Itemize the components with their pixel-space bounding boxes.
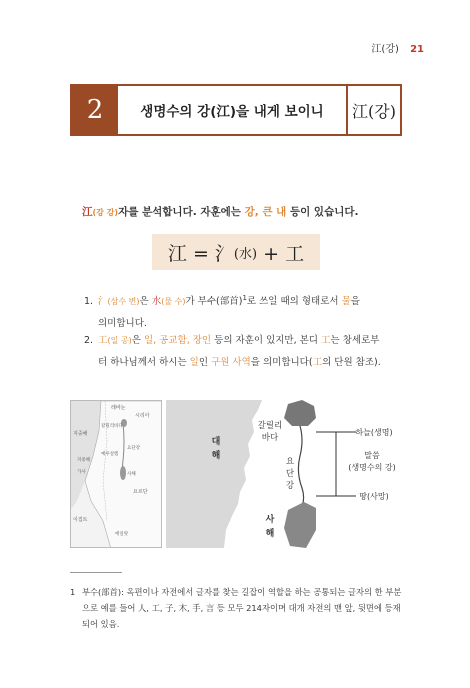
item-number: 2. [84, 335, 94, 346]
running-header [371, 40, 424, 55]
map-label: 레바논 [111, 405, 126, 411]
galilee-label: 갈릴리 [257, 421, 283, 431]
map-label: 이집트 [73, 517, 88, 523]
map-svg [71, 401, 162, 548]
salvation-work: 구원 사역 [211, 357, 251, 368]
jordan-label: 단 [285, 469, 295, 479]
page-number: 21 [410, 44, 424, 55]
dead-sea-shape [284, 502, 316, 548]
word-label: 말씀 [364, 451, 380, 460]
running-title: 江(강) [371, 44, 399, 55]
dead-sea-label: 사 [265, 515, 275, 525]
water-meaning: 물 [341, 296, 351, 308]
formula-left: 江 = [167, 242, 215, 265]
map-dead-sea [120, 466, 126, 480]
item-number: 1. [84, 296, 94, 308]
item-text: 는 창세로부 [330, 335, 380, 346]
item-text: 인 [198, 357, 212, 368]
galilee-shape [284, 400, 316, 426]
gong-char: 工 [98, 335, 108, 346]
footnote-number: 1 [70, 587, 76, 597]
heaven-label: 하늘(생명) [355, 428, 393, 437]
item-text: 로 쓰일 때의 형태로서 [246, 296, 342, 308]
chapter-title: 생명수의 강(江)을 내게 보이니 [140, 104, 324, 120]
gong-char-3: 工 [312, 357, 323, 368]
footnote-text: 부수(部首): 옥편이나 자전에서 글자를 찾는 길잡이 역할을 하는 공통되는 글자의 한 부분으로 예를 들어 人, 工, 子, 木, 手, 言 등 모두 214자이며 대개 자전의 맨 앞, 뒷면에 등재되어 있음. [82, 587, 402, 629]
water-char: 水 [151, 296, 162, 308]
map-label: 사해 [127, 472, 136, 477]
intro-meaning: 강, 큰 내 [244, 206, 287, 218]
map-label: 요단강 [127, 446, 141, 451]
map-label: 갈릴리바다 [101, 424, 123, 429]
intro-hanja-reading: (강 강) [92, 208, 119, 217]
word-label: (생명수의 강) [348, 463, 396, 472]
map-label: 에일랏 [115, 532, 129, 537]
jordan-river-line [298, 426, 303, 510]
gong-meanings: 일, 공교함, 장인 [143, 335, 212, 346]
intro-hanja: 江 [82, 206, 93, 218]
intro-sentence [82, 204, 359, 219]
chapter-number: 2 [72, 86, 118, 134]
chapter-title-bar [70, 84, 402, 136]
river-diagram [166, 400, 402, 548]
radical-reading: (삼수 변) [107, 297, 140, 307]
map-label: 예루살렘 [101, 452, 119, 457]
item-text: 을 [350, 296, 360, 308]
great-sea-label: 대 [211, 437, 221, 447]
intro-text-2: 등이 있습니다. [286, 206, 359, 218]
galilee-label: 바다 [261, 433, 279, 443]
character-formula [152, 234, 320, 270]
item-text: 의 단원 참조). [322, 357, 381, 368]
diagram-svg [166, 400, 402, 548]
map-label: 지중해 [77, 458, 91, 463]
formula-radical-note: (水) [233, 246, 258, 262]
explanation-item-1 [84, 287, 394, 335]
chapter-hanja: 江(강) [346, 86, 400, 134]
formula-radical: 氵 [214, 242, 234, 265]
jordan-label: 요 [285, 457, 295, 467]
item-text: 가 부수(部首) [185, 296, 243, 308]
work-word: 일 [189, 357, 199, 368]
radical-char: 氵 [98, 296, 108, 308]
earth-label: 땅(사망) [359, 492, 389, 501]
footnote-ref: 1 [242, 294, 247, 302]
item-text: 등의 자훈이 있지만, 본디 [211, 335, 322, 346]
item-text: 터 하나님께서 하시는 [98, 357, 190, 368]
item-text: 을 의미합니다( [250, 357, 313, 368]
great-sea-label: 해 [211, 451, 221, 461]
jordan-label: 강 [285, 481, 295, 491]
great-sea-shape [166, 400, 262, 548]
map-label: 시리아 [135, 413, 150, 419]
footnote-rule [70, 572, 122, 573]
explanation-item-2 [84, 330, 394, 374]
water-reading: (물 수) [161, 297, 186, 307]
item-text: 은 [131, 335, 144, 346]
map-label: 지중해 [73, 431, 88, 437]
map-label: 요르단 [133, 489, 148, 495]
dead-sea-label: 해 [265, 529, 275, 539]
item-text: 은 [139, 296, 152, 308]
item-text-line2: 의미합니다. [98, 318, 147, 330]
intro-text-1: 자를 분석합니다. 자훈에는 [118, 206, 245, 218]
israel-map [70, 400, 162, 548]
map-label: 가사 [77, 470, 86, 475]
gong-reading: (일 공) [107, 336, 132, 345]
formula-right: + 工 [257, 242, 305, 265]
gong-char-2: 工 [321, 335, 331, 346]
footnote [70, 584, 404, 632]
